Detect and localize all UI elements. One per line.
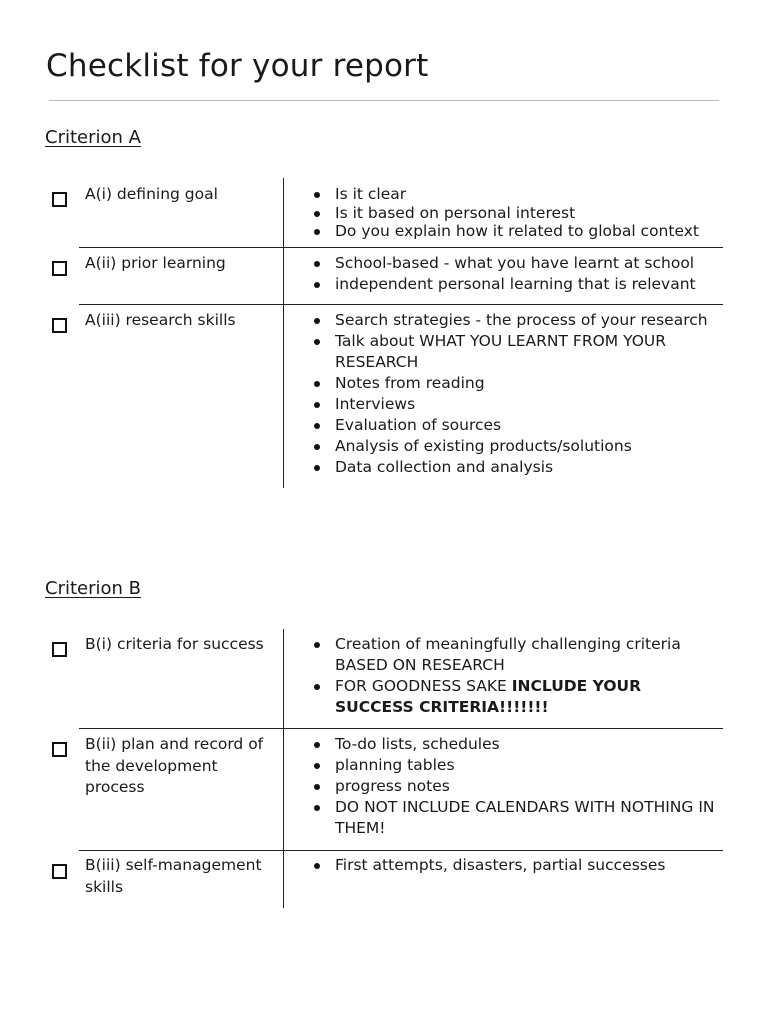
bullet-list xyxy=(284,634,724,718)
checkbox-icon[interactable] xyxy=(52,192,67,207)
list-item: School-based - what you have learnt at school xyxy=(284,253,724,274)
table-row xyxy=(79,850,723,908)
criterion-a-table xyxy=(45,178,723,488)
list-item: Analysis of existing products/solutions xyxy=(284,436,724,457)
bullet-list xyxy=(284,310,724,478)
horizontal-divider xyxy=(49,100,719,101)
list-item-emphasis xyxy=(284,676,724,718)
table-row xyxy=(45,178,723,247)
list-item: Interviews xyxy=(284,394,724,415)
list-item: DO NOT INCLUDE CALENDARS WITH NOTHING IN THEM! xyxy=(284,797,724,839)
list-item: Creation of meaningfully challenging criteria BASED ON RESEARCH xyxy=(284,634,724,676)
criterion-b-heading: Criterion B xyxy=(45,578,141,599)
checkbox-icon[interactable] xyxy=(52,642,67,657)
list-item: progress notes xyxy=(284,776,724,797)
list-item: Data collection and analysis xyxy=(284,457,724,478)
list-item: To-do lists, schedules xyxy=(284,734,724,755)
list-item: Evaluation of sources xyxy=(284,415,724,436)
row-label: B(ii) plan and record of the development process xyxy=(85,735,264,796)
criterion-a-heading: Criterion A xyxy=(45,127,141,148)
checkbox-icon[interactable] xyxy=(52,318,67,333)
list-item: planning tables xyxy=(284,755,724,776)
table-row xyxy=(79,247,723,304)
checkbox-icon[interactable] xyxy=(52,742,67,757)
row-label: B(iii) self-management skills xyxy=(85,856,262,896)
list-item: independent personal learning that is relevant xyxy=(284,274,724,295)
list-item: Is it based on personal interest xyxy=(284,204,724,223)
row-label: B(i) criteria for success xyxy=(85,635,264,653)
table-row xyxy=(79,304,723,488)
list-item: Search strategies - the process of your research xyxy=(284,310,724,331)
list-item: Talk about WHAT YOU LEARNT FROM YOUR RESEARCH xyxy=(284,331,724,373)
list-item: First attempts, disasters, partial successes xyxy=(284,855,724,876)
list-item: Is it clear xyxy=(284,185,724,204)
bullet-list xyxy=(284,855,724,876)
checkbox-icon[interactable] xyxy=(52,261,67,276)
emphasis-bold-text: INCLUDE YOUR SUCCESS CRITERIA!!!!!!! xyxy=(335,677,642,716)
table-row xyxy=(79,728,723,850)
bullet-list xyxy=(284,734,724,839)
row-label: A(i) defining goal xyxy=(85,185,218,203)
criterion-b-table xyxy=(45,629,723,908)
list-item: Notes from reading xyxy=(284,373,724,394)
row-label: A(ii) prior learning xyxy=(85,254,226,272)
row-label: A(iii) research skills xyxy=(85,311,236,329)
checkbox-icon[interactable] xyxy=(52,864,67,879)
bullet-list xyxy=(284,185,724,241)
bullet-list xyxy=(284,253,724,295)
list-item: Do you explain how it related to global context xyxy=(284,222,724,241)
table-row xyxy=(45,629,723,728)
page-title: Checklist for your report xyxy=(46,48,429,84)
emphasis-normal-text: FOR GOODNESS SAKE xyxy=(335,677,512,695)
